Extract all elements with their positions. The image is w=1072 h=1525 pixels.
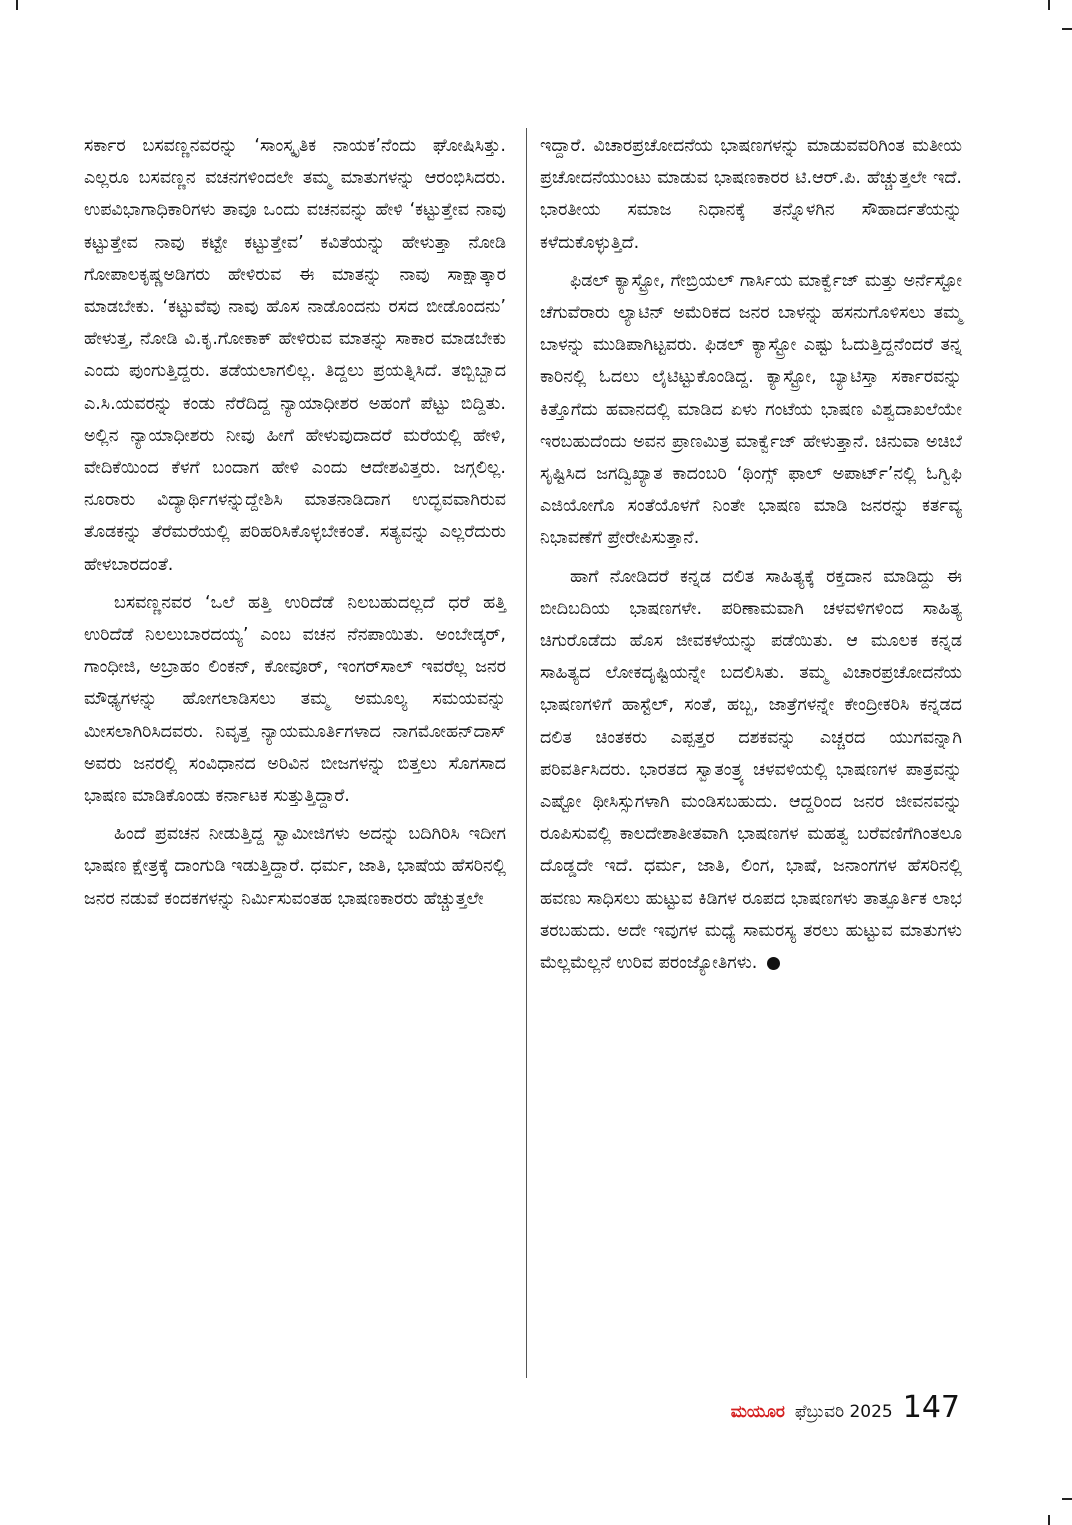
end-of-article-bullet-icon	[767, 957, 780, 970]
paragraph: ಬಸವಣ್ಣನವರ ‘ಒಲೆ ಹತ್ತಿ ಉರಿದೆಡೆ ನಿಲಬಹುದಲ್ಲದೆ ಧರೆ ಹತ್ತಿ ಉರಿದೆಡೆ ನಿಲಲುಬಾರದಯ್ಯ’ ಎಂಬ ವಚನ ನೆನಪಾಯಿತು. ಅಂಬೇಡ್ಕರ್, ಗಾಂಧೀಜಿ, ಅಬ್ರಾಹಂ ಲಿಂಕನ್, ಕೋವೂರ್, ಇಂಗರ್‌ಸಾಲ್ ಇವರೆಲ್ಲ ಜನರ ಮೌಢ್ಯಗಳನ್ನು ಹೋಗಲಾಡಿಸಲು ತಮ್ಮ ಅಮೂಲ್ಯ ಸಮಯವನ್ನು ಮೀಸಲಾಗಿರಿಸಿದವರು. ನಿವೃತ್ತ ನ್ಯಾಯಮೂರ್ತಿಗಳಾದ ನಾಗಮೋಹನ್‌ದಾಸ್ ಅವರು ಜನರಲ್ಲಿ ಸಂವಿಧಾನದ ಅರಿವಿನ ಬೀಜಗಳನ್ನು ಬಿತ್ತಲು ಸೊಗಸಾದ ಭಾಷಣ ಮಾಡಿಕೊಂಡು ಕರ್ನಾಟಕ ಸುತ್ತುತ್ತಿದ್ದಾರೆ.	[84, 592, 506, 807]
article-column-left	[84, 130, 506, 921]
paragraph: ಫಿಡಲ್ ಕ್ಯಾಸ್ಟ್ರೋ, ಗೇಬ್ರಿಯಲ್ ಗಾರ್ಸಿಯ ಮಾರ್ಕ್ವೆಜ್ ಮತ್ತು ಅರ್ನೆಸ್ಟೋ ಚೆಗುವೆರಾರು ಲ್ಯಾಟಿನ್ ಅಮೆರಿಕದ ಜನರ ಬಾಳನ್ನು ಹಸನುಗೊಳಿಸಲು ತಮ್ಮ ಬಾಳನ್ನು ಮುಡಿಪಾಗಿಟ್ಟವರು. ಫಿಡಲ್ ಕ್ಯಾಸ್ಟ್ರೋ ಎಷ್ಟು ಓದುತ್ತಿದ್ದನೆಂದರೆ ತನ್ನ ಕಾರಿನಲ್ಲಿ ಓದಲು ಲೈಟಿಟ್ಟುಕೊಂಡಿದ್ದ. ಕ್ಯಾಸ್ಟ್ರೋ, ಬ್ಯಾಟಿಸ್ತಾ ಸರ್ಕಾರವನ್ನು ಕಿತ್ತೊಗೆದು ಹವಾನದಲ್ಲಿ ಮಾಡಿದ ಏಳು ಗಂಟೆಯ ಭಾಷಣ ವಿಶ್ವದಾಖಲೆಯೇ ಇರಬಹುದೆಂದು ಅವನ ಪ್ರಾಣಮಿತ್ರ ಮಾರ್ಕ್ವೆಜ್ ಹೇಳುತ್ತಾನೆ. ಚಿನುವಾ ಅಚಿಬೆ ಸೃಷ್ಟಿಸಿದ ಜಗದ್ವಿಖ್ಯಾತ ಕಾದಂಬರಿ ‘ಥಿಂಗ್ಸ್ ಫಾಲ್ ಅಪಾರ್ಟ್’ನಲ್ಲಿ ಓಗ್ವಿಫಿ ಎಜಿಯೋಗೊ ಸಂತೆಯೊಳಗೆ ನಿಂತೇ ಭಾಷಣ ಮಾಡಿ ಜನರನ್ನು ಕರ್ತವ್ಯ ನಿಭಾವಣೆಗೆ ಪ್ರೇರೇಪಿಸುತ್ತಾನೆ.	[540, 270, 962, 549]
paragraph-last	[540, 561, 962, 980]
column-divider	[526, 128, 527, 1378]
issue-date: ಫೆಬ್ರುವರಿ 2025	[794, 1402, 893, 1422]
article-column-right	[540, 130, 962, 985]
paragraph: ಹಿಂದೆ ಪ್ರವಚನ ನೀಡುತ್ತಿದ್ದ ಸ್ವಾಮೀಜಿಗಳು ಅದನ್ನು ಬದಿಗಿರಿಸಿ ಇದೀಗ ಭಾಷಣ ಕ್ಷೇತ್ರಕ್ಕೆ ದಾಂಗುಡಿ ಇಡುತ್ತಿದ್ದಾರೆ. ಧರ್ಮ, ಜಾತಿ, ಭಾಷೆಯ ಹೆಸರಿನಲ್ಲಿ ಜನರ ನಡುವೆ ಕಂದಕಗಳನ್ನು ನಿರ್ಮಿಸುವಂತಹ ಭಾಷಣಕಾರರು ಹೆಚ್ಚುತ್ತಲೇ	[84, 824, 506, 909]
crop-mark-bottom-right	[1048, 1515, 1050, 1525]
crop-mark-top-right	[1048, 0, 1050, 10]
crop-mark-top-left	[16, 0, 18, 10]
crop-mark-right-upper	[1062, 28, 1072, 30]
page-number: 147	[902, 1390, 960, 1425]
magazine-logo: ಮಯೂರ	[730, 1402, 785, 1422]
paragraph: ಸರ್ಕಾರ ಬಸವಣ್ಣನವರನ್ನು ‘ಸಾಂಸ್ಕೃತಿಕ ನಾಯಕ’ನೆಂದು ಘೋಷಿಸಿತ್ತು. ಎಲ್ಲರೂ ಬಸವಣ್ಣನ ವಚನಗಳಿಂದಲೇ ತಮ್ಮ ಮಾತುಗಳನ್ನು ಆರಂಭಿಸಿದರು. ಉಪವಿಭಾಗಾಧಿಕಾರಿಗಳು ತಾವೂ ಒಂದು ವಚನವನ್ನು ಹೇಳಿ ‘ಕಟ್ಟುತ್ತೇವ ನಾವು ಕಟ್ಟುತ್ತೇವ ನಾವು ಕಟ್ಟೇ ಕಟ್ಟುತ್ತೇವ’ ಕವಿತೆಯನ್ನು ಹೇಳುತ್ತಾ ನೋಡಿ ಗೋಪಾಲಕೃಷ್ಣಅಡಿಗರು ಹೇಳಿರುವ ಈ ಮಾತನ್ನು ನಾವು ಸಾಕ್ಷಾತ್ಕಾರ ಮಾಡಬೇಕು. ‘ಕಟ್ಟುವೆವು ನಾವು ಹೊಸ ನಾಡೊಂದನು ರಸದ ಬೀಡೊಂದನು’ ಹೇಳುತ್ತ, ನೋಡಿ ವಿ.ಕೃ.ಗೋಕಾಕ್ ಹೇಳಿರುವ ಮಾತನ್ನು ಸಾಕಾರ ಮಾಡಬೇಕು ಎಂದು ಪುಂಗುತ್ತಿದ್ದರು. ತಡೆಯಲಾಗಲಿಲ್ಲ. ತಿದ್ದಲು ಪ್ರಯತ್ನಿಸಿದೆ. ತಬ್ಬಿಬ್ಬಾದ ಎ.ಸಿ.ಯವರನ್ನು ಕಂಡು ನೆರೆದಿದ್ದ ನ್ಯಾಯಾಧೀಶರ ಅಹಂಗೆ ಪೆಟ್ಟು ಬಿದ್ದಿತು. ಅಲ್ಲಿನ ನ್ಯಾಯಾಧೀಶರು ನೀವು ಹೀಗೆ ಹೇಳುವುದಾದರೆ ಮರೆಯಲ್ಲಿ ಹೇಳಿ, ವೇದಿಕೆಯಿಂದ ಕೆಳಗೆ ಬಂದಾಗ ಹೇಳಿ ಎಂದು ಆದೇಶವಿತ್ತರು. ಜಗ್ಗಲಿಲ್ಲ. ನೂರಾರು ವಿದ್ಯಾರ್ಥಿಗಳನ್ನುದ್ದೇಶಿಸಿ ಮಾತನಾಡಿದಾಗ ಉದ್ಭವವಾಗಿರುವ ತೊಡಕನ್ನು ತೆರೆಮರೆಯಲ್ಲಿ ಪರಿಹರಿಸಿಕೊಳ್ಳಬೇಕಂತೆ. ಸತ್ಯವನ್ನು ಎಲ್ಲರೆದುರು ಹೇಳಬಾರದಂತೆ.	[84, 136, 506, 575]
page-footer	[731, 1390, 960, 1425]
paragraph: ಇದ್ದಾರೆ. ವಿಚಾರಪ್ರಚೋದನೆಯ ಭಾಷಣಗಳನ್ನು ಮಾಡುವವರಿಗಿಂತ ಮತೀಯ ಪ್ರಚೋದನೆಯುಂಟು ಮಾಡುವ ಭಾಷಣಕಾರರ ಟಿ.ಆರ್.ಪಿ. ಹೆಚ್ಚುತ್ತಲೇ ಇದೆ. ಭಾರತೀಯ ಸಮಾಜ ನಿಧಾನಕ್ಕೆ ತನ್ನೊಳಗಿನ ಸೌಹಾರ್ದತೆಯನ್ನು ಕಳೆದುಕೊಳ್ಳುತ್ತಿದೆ.	[540, 136, 962, 253]
paragraph-text: ಹಾಗೆ ನೋಡಿದರೆ ಕನ್ನಡ ದಲಿತ ಸಾಹಿತ್ಯಕ್ಕೆ ರಕ್ತದಾನ ಮಾಡಿದ್ದು ಈ ಬೀದಿಬದಿಯ ಭಾಷಣಗಳೇ. ಪರಿಣಾಮವಾಗಿ ಚಳವಳಿಗಳಿಂದ ಸಾಹಿತ್ಯ ಚಿಗುರೊಡೆದು ಹೊಸ ಜೀವಕಳೆಯನ್ನು ಪಡೆಯಿತು. ಆ ಮೂಲಕ ಕನ್ನಡ ಸಾಹಿತ್ಯದ ಲೋಕದೃಷ್ಟಿಯನ್ನೇ ಬದಲಿಸಿತು. ತಮ್ಮ ವಿಚಾರಪ್ರಚೋದನೆಯ ಭಾಷಣಗಳಿಗೆ ಹಾಸ್ಟೆಲ್, ಸಂತೆ, ಹಬ್ಬ, ಜಾತ್ರೆಗಳನ್ನೇ ಕೇಂದ್ರೀಕರಿಸಿ ಕನ್ನಡದ ದಲಿತ ಚಿಂತಕರು ಎಪ್ಪತ್ತರ ದಶಕವನ್ನು ಎಚ್ಚರದ ಯುಗವನ್ನಾಗಿ ಪರಿವರ್ತಿಸಿದರು. ಭಾರತದ ಸ್ವಾತಂತ್ರ್ಯ ಚಳವಳಿಯಲ್ಲಿ ಭಾಷಣಗಳ ಪಾತ್ರವನ್ನು ಎಷ್ಟೋ ಥೀಸಿಸ್ಸುಗಳಾಗಿ ಮಂಡಿಸಬಹುದು. ಆದ್ದರಿಂದ ಜನರ ಜೀವನವನ್ನು ರೂಪಿಸುವಲ್ಲಿ ಕಾಲದೇಶಾತೀತವಾಗಿ ಭಾಷಣಗಳ ಮಹತ್ವ ಬರೆವಣಿಗೆಗಿಂತಲೂ ದೊಡ್ಡದೇ ಇದೆ. ಧರ್ಮ, ಜಾತಿ, ಲಿಂಗ, ಭಾಷೆ, ಜನಾಂಗಗಳ ಹೆಸರಿನಲ್ಲಿ ಹವಣು ಸಾಧಿಸಲು ಹುಟ್ಟುವ ಕಿಡಿಗಳ ರೂಪದ ಭಾಷಣಗಳು ತಾತ್ಪೂರ್ತಿಕ ಲಾಭ ತರಬಹುದು. ಅದೇ ಇವುಗಳ ಮಧ್ಯೆ ಸಾಮರಸ್ಯ ತರಲು ಹುಟ್ಟುವ ಮಾತುಗಳು ಮೆಲ್ಲಮೆಲ್ಲನೆ ಉರಿವ ಪರಂಜ್ಯೋತಿಗಳು.	[540, 566, 962, 974]
crop-mark-right-lower	[1062, 1498, 1072, 1500]
